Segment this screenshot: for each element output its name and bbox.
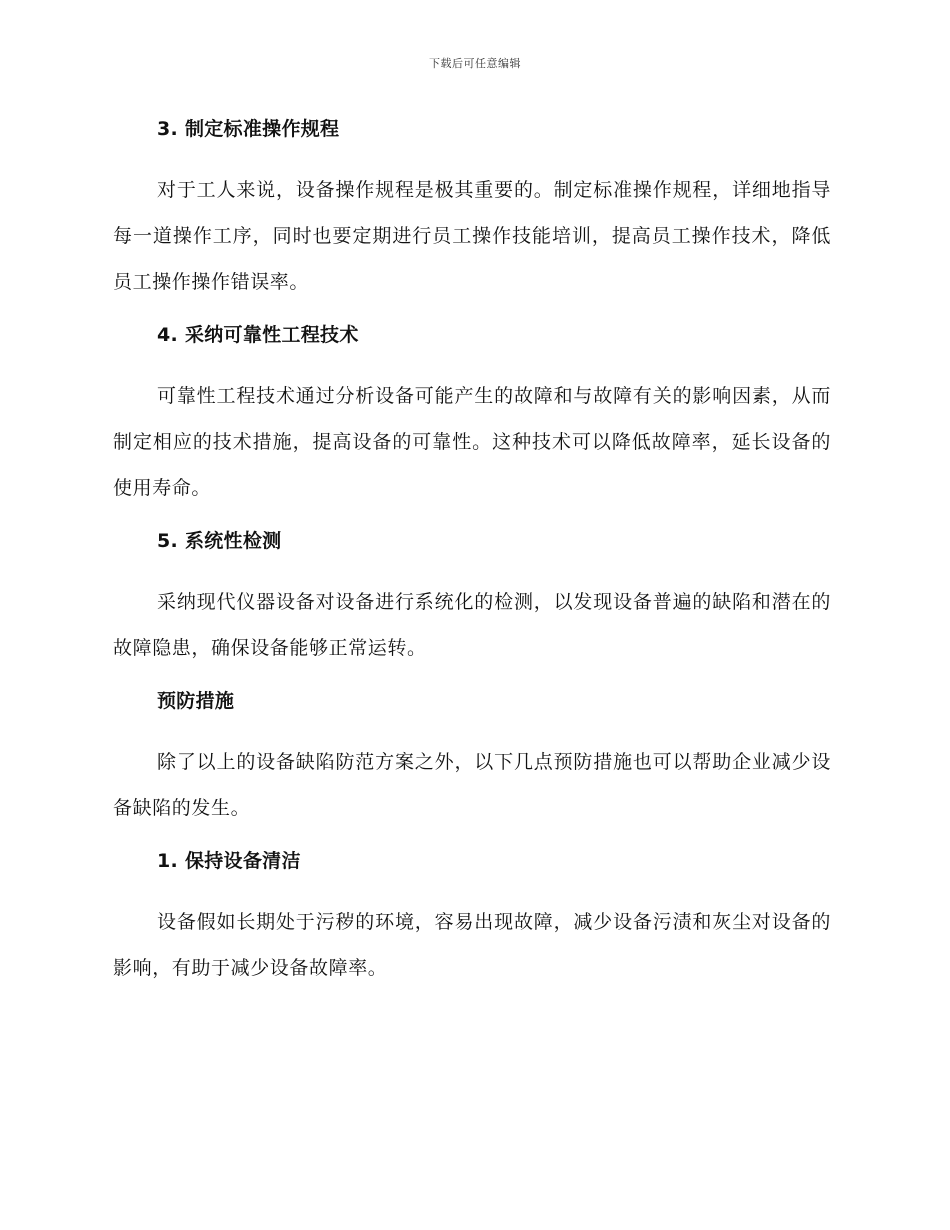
section-reliability-engineering [113, 319, 831, 511]
section-heading: 5. 系统性检测 [157, 530, 282, 552]
section-paragraph: 设备假如长期处于污秽的环境，容易出现故障，减少设备污渍和灰尘对设备的影响，有助于减少设备故障率。 [113, 911, 831, 979]
section-standard-procedures [113, 113, 831, 305]
document-body [113, 113, 831, 1005]
section-heading: 1. 保持设备清洁 [157, 850, 301, 872]
section-systematic-inspection [113, 525, 831, 671]
section-keep-equipment-clean [113, 845, 831, 991]
section-heading: 3. 制定标准操作规程 [157, 118, 340, 140]
section-paragraph: 除了以上的设备缺陷防范方案之外，以下几点预防措施也可以帮助企业减少设备缺陷的发生。 [113, 751, 831, 819]
section-paragraph: 对于工人来说，设备操作规程是极其重要的。制定标准操作规程，详细地指导每一道操作工序，同时也要定期进行员工操作技能培训，提高员工操作技术，降低员工操作操作错误率。 [113, 179, 831, 293]
section-paragraph: 采纳现代仪器设备对设备进行系统化的检测，以发现设备普遍的缺陷和潜在的故障隐患，确保设备能够正常运转。 [113, 591, 831, 659]
page-header: 下载后可任意编辑 [429, 57, 521, 70]
section-heading: 4. 采纳可靠性工程技术 [157, 324, 359, 346]
section-paragraph: 可靠性工程技术通过分析设备可能产生的故障和与故障有关的影响因素，从而制定相应的技术措施，提高设备的可靠性。这种技术可以降低故障率，延长设备的使用寿命。 [113, 385, 831, 499]
section-preventive-measures [113, 685, 831, 831]
section-heading: 预防措施 [157, 690, 235, 712]
